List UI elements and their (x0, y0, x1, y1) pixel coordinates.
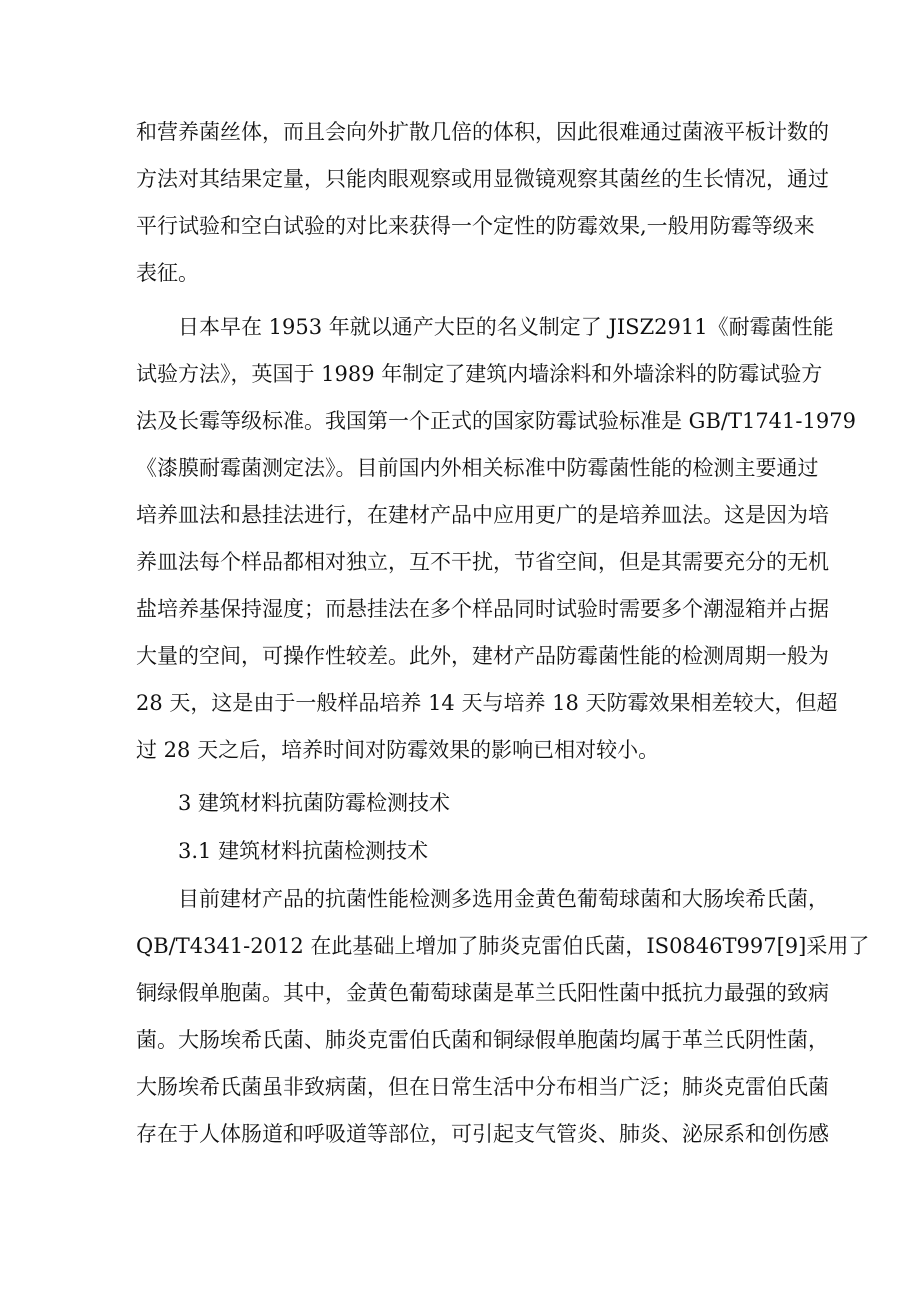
paragraph-2-line-5: 培养皿法和悬挂法进行，在建材产品中应用更广的是培养皿法。这是因为培 (136, 503, 829, 527)
paragraph-2-line-1: 日本早在 1953 年就以通产大臣的名义制定了 JISZ2911《耐霉菌性能 (178, 315, 834, 339)
paragraph-2-line-4: 《漆膜耐霉菌测定法》。目前国内外相关标准中防霉菌性能的检测主要通过 (136, 456, 819, 480)
paragraph-3-line-2: QB/T4341-2012 在此基础上增加了肺炎克雷伯氏菌，IS0846T997[9]采用了 (136, 934, 870, 958)
paragraph-3-line-6: 存在于人体肠道和呼吸道等部位，可引起支气管炎、肺炎、泌尿系和创伤感 (136, 1122, 829, 1146)
paragraph-2-line-3: 法及长霉等级标准。我国第一个正式的国家防霉试验标准是 GB/T1741-1979 (136, 409, 856, 433)
paragraph-2-line-6: 养皿法每个样品都相对独立，互不干扰，节省空间，但是其需要充分的无机 (136, 550, 829, 574)
paragraph-3-line-1: 目前建材产品的抗菌性能检测多选用金黄色葡萄球菌和大肠埃希氏菌， (178, 887, 829, 911)
paragraph-1-line-3: 平行试验和空白试验的对比来获得一个定性的防霉效果,一般用防霉等级来 (136, 214, 815, 238)
paragraph-2-line-9: 28 天，这是由于一般样品培养 14 天与培养 18 天防霉效果相差较大，但超 (136, 691, 838, 715)
paragraph-1-line-4: 表征。 (136, 261, 199, 285)
section-heading-3-1: 3.1 建筑材料抗菌检测技术 (178, 839, 429, 863)
section-heading-3: 3 建筑材料抗菌防霉检测技术 (178, 791, 451, 815)
paragraph-3-line-3: 铜绿假单胞菌。其中，金黄色葡萄球菌是革兰氏阳性菌中抵抗力最强的致病 (136, 981, 829, 1005)
paragraph-1-line-2: 方法对其结果定量，只能肉眼观察或用显微镜观察其菌丝的生长情况，通过 (136, 167, 829, 191)
paragraph-2-line-8: 大量的空间，可操作性较差。此外，建材产品防霉菌性能的检测周期一般为 (136, 644, 829, 668)
paragraph-2-line-2: 试验方法》，英国于 1989 年制定了建筑内墙涂料和外墙涂料的防霉试验方 (136, 362, 823, 386)
paragraph-1-line-1: 和营养菌丝体，而且会向外扩散几倍的体积，因此很难通过菌液平板计数的 (136, 120, 829, 144)
paragraph-3-line-4: 菌。大肠埃希氏菌、肺炎克雷伯氏菌和铜绿假单胞菌均属于革兰氏阴性菌， (136, 1028, 829, 1052)
paragraph-3-line-5: 大肠埃希氏菌虽非致病菌，但在日常生活中分布相当广泛；肺炎克雷伯氏菌 (136, 1075, 829, 1099)
paragraph-2-line-7: 盐培养基保持湿度；而悬挂法在多个样品同时试验时需要多个潮湿箱并占据 (136, 597, 829, 621)
paragraph-2-line-10: 过 28 天之后，培养时间对防霉效果的影响已相对较小。 (136, 738, 660, 762)
